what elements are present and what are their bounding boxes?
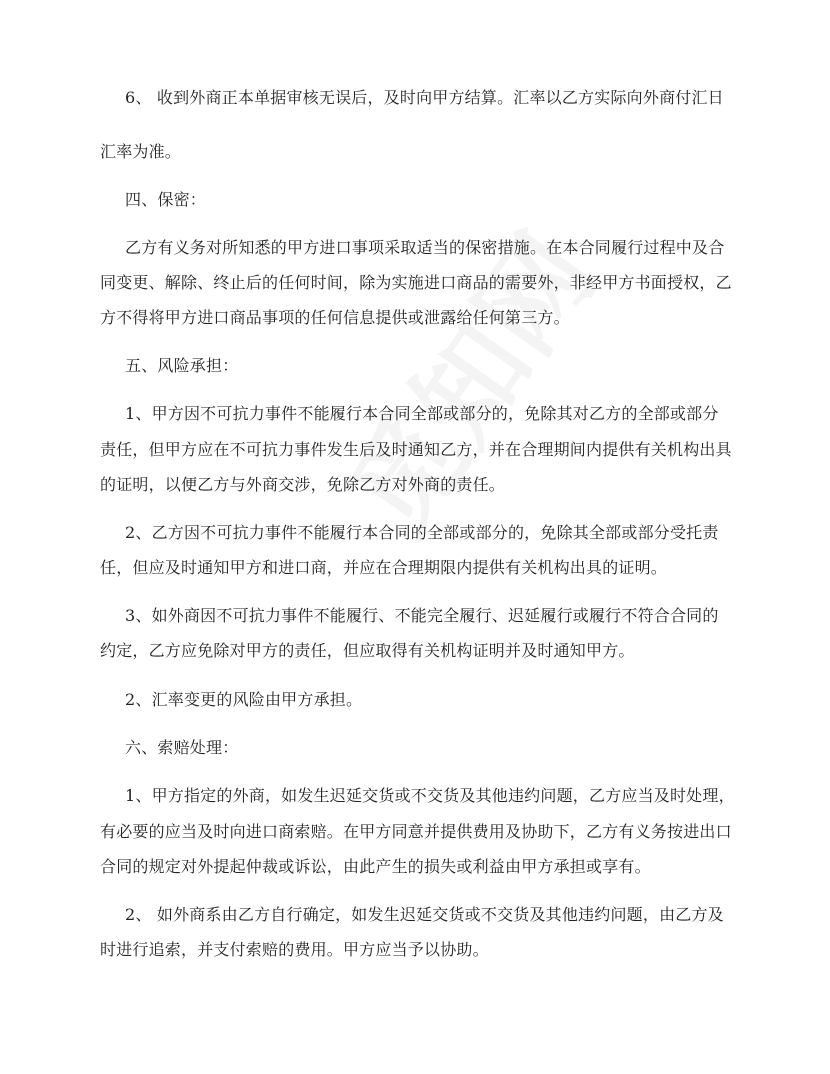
paragraph-line: 2、汇率变更的风险由甲方承担。 (125, 690, 363, 709)
paragraph-line: 3、如外商因不可抗力事件不能履行、不能完全履行、迟延履行或履行不符合合同的 (125, 606, 719, 625)
paragraph-line: 任，但应及时通知甲方和进口商，并应在合理期限内提供有关机构出具的证明。 (100, 558, 668, 577)
paragraph-line: 同变更、解除、终止后的任何时间，除为实施进口商品的需要外，非经甲方书面授权，乙 (100, 273, 732, 292)
paragraph-line: 2、 如外商系由乙方自行确定，如发生迟延交货或不交货及其他违约问题，由乙方及 (125, 905, 724, 924)
section-heading: 五、风险承担： (125, 356, 239, 375)
paragraph-line: 约定，乙方应免除对甲方的责任，但应取得有关机构证明并及时通知甲方。 (100, 641, 635, 660)
paragraph-line: 2、乙方因不可抗力事件不能履行本合同的全部或部分的，免除其全部或部分受托责 (125, 523, 719, 542)
section-heading: 四、保密： (125, 190, 207, 209)
paragraph-line: 1、甲方指定的外商，如发生迟延交货或不交货及其他违约问题，乙方应当及时处理， (125, 786, 735, 805)
paragraph-line: 的证明，以便乙方与外商交涉，免除乙方对外商的责任。 (100, 475, 506, 494)
paragraph-line: 时进行追索，并支付索赔的费用。甲方应当予以协助。 (100, 940, 489, 959)
paragraph-line: 方不得将甲方进口商品事项的任何信息提供或泄露给任何第三方。 (100, 308, 570, 327)
paragraph-line: 合同的规定对外提起仲裁或诉讼，由此产生的损失或利益由甲方承担或享有。 (100, 857, 651, 876)
paragraph-line: 汇率为准。 (100, 142, 182, 161)
paragraph-line: 1、甲方因不可抗力事件不能履行本合同全部或部分的，免除其对乙方的全部或部分 (125, 404, 719, 423)
section-heading: 六、索赔处理： (125, 738, 239, 757)
paragraph-line: 责任，但甲方应在不可抗力事件发生后及时通知乙方，并在合理期间内提供有关机构出具 (100, 440, 732, 459)
paragraph-line: 有必要的应当及时向进口商索赔。在甲方同意并提供费用及协助下，乙方有义务按进出口 (100, 822, 732, 841)
paragraph-line: 乙方有义务对所知悉的甲方进口事项采取适当的保密措施。在本合同履行过程中及合 (125, 238, 725, 257)
paragraph-line: 6、 收到外商正本单据审核无误后，及时向甲方结算。汇率以乙方实际向外商付汇日 (125, 88, 724, 107)
